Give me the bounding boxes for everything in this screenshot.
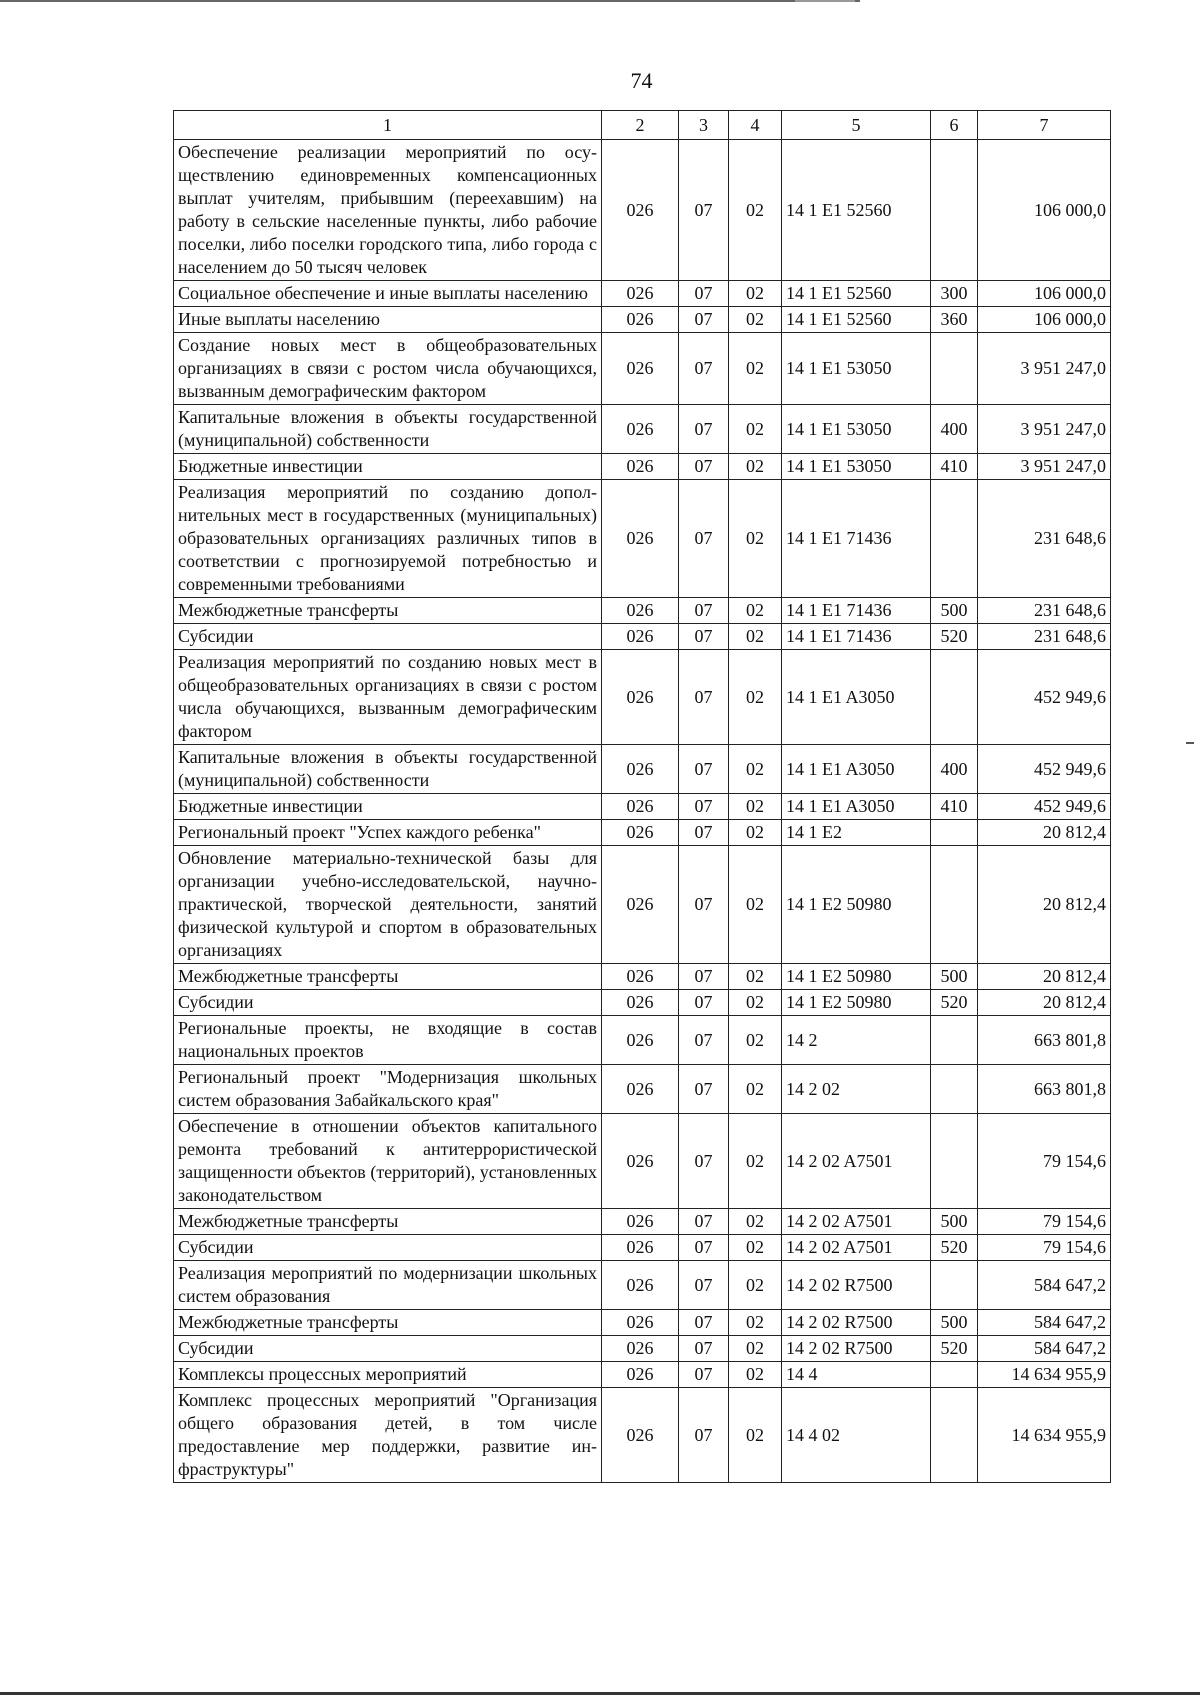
row-name: Межбюджетные трансферты — [174, 964, 602, 990]
table-row — [174, 405, 1111, 454]
row-name: Комплекс процессных мероприятий "Организация общего образования детей, в том числе предоставление мер поддержки, развитие инфраструктуры" — [174, 1388, 602, 1483]
table-row — [174, 820, 1111, 846]
row-subsection: 02 — [729, 140, 782, 281]
row-subsection: 02 — [729, 454, 782, 480]
row-subsection: 02 — [729, 1362, 782, 1388]
row-admin-code: 026 — [602, 405, 679, 454]
row-expense-type — [931, 1261, 978, 1310]
row-name: Региональные проекты, не входящие в состав национальных проектов — [174, 1016, 602, 1065]
table-row — [174, 1388, 1111, 1483]
row-expense-type: 400 — [931, 745, 978, 794]
row-name: Региональный проект "Успех каждого ребенка" — [174, 820, 602, 846]
row-expense-type — [931, 333, 978, 405]
row-expense-type: 520 — [931, 1336, 978, 1362]
row-subsection: 02 — [729, 281, 782, 307]
row-section: 07 — [679, 794, 729, 820]
row-section: 07 — [679, 650, 729, 745]
table-row — [174, 454, 1111, 480]
row-admin-code: 026 — [602, 964, 679, 990]
row-admin-code: 026 — [602, 1016, 679, 1065]
row-admin-code: 026 — [602, 480, 679, 598]
row-target-article: 14 2 02 A7501 — [782, 1209, 931, 1235]
row-subsection: 02 — [729, 1388, 782, 1483]
row-amount: 20 812,4 — [978, 990, 1111, 1016]
row-amount: 79 154,6 — [978, 1209, 1111, 1235]
row-section: 07 — [679, 307, 729, 333]
row-section: 07 — [679, 1235, 729, 1261]
header-col-4: 4 — [729, 111, 782, 140]
table-row — [174, 333, 1111, 405]
row-section: 07 — [679, 281, 729, 307]
row-section: 07 — [679, 1065, 729, 1114]
row-amount: 3 951 247,0 — [978, 454, 1111, 480]
table-row — [174, 990, 1111, 1016]
row-target-article: 14 1 E1 53050 — [782, 333, 931, 405]
row-section: 07 — [679, 1362, 729, 1388]
row-subsection: 02 — [729, 846, 782, 964]
row-amount: 231 648,6 — [978, 598, 1111, 624]
row-amount: 3 951 247,0 — [978, 333, 1111, 405]
row-admin-code: 026 — [602, 820, 679, 846]
row-name: Бюджетные инвестиции — [174, 454, 602, 480]
row-expense-type — [931, 820, 978, 846]
row-target-article: 14 1 E1 53050 — [782, 454, 931, 480]
row-admin-code: 026 — [602, 598, 679, 624]
row-admin-code: 026 — [602, 1114, 679, 1209]
row-section: 07 — [679, 333, 729, 405]
row-amount: 20 812,4 — [978, 846, 1111, 964]
row-section: 07 — [679, 598, 729, 624]
table-row — [174, 140, 1111, 281]
row-expense-type: 500 — [931, 1209, 978, 1235]
row-target-article: 14 1 E1 52560 — [782, 140, 931, 281]
row-section: 07 — [679, 1209, 729, 1235]
row-target-article: 14 4 02 — [782, 1388, 931, 1483]
row-admin-code: 026 — [602, 846, 679, 964]
row-target-article: 14 2 02 R7500 — [782, 1261, 931, 1310]
row-expense-type — [931, 1065, 978, 1114]
table-row — [174, 1261, 1111, 1310]
row-expense-type: 410 — [931, 454, 978, 480]
scan-top-rule — [0, 0, 860, 2]
row-admin-code: 026 — [602, 1362, 679, 1388]
row-target-article: 14 2 — [782, 1016, 931, 1065]
row-section: 07 — [679, 1388, 729, 1483]
row-section: 07 — [679, 140, 729, 281]
row-amount: 663 801,8 — [978, 1016, 1111, 1065]
row-name: Межбюджетные трансферты — [174, 1310, 602, 1336]
row-admin-code: 026 — [602, 1235, 679, 1261]
row-expense-type: 400 — [931, 405, 978, 454]
row-expense-type — [931, 846, 978, 964]
row-amount: 79 154,6 — [978, 1235, 1111, 1261]
row-name: Капитальные вложения в объекты государственной (муниципальной) собственности — [174, 405, 602, 454]
table-row — [174, 307, 1111, 333]
row-admin-code: 026 — [602, 1209, 679, 1235]
row-section: 07 — [679, 454, 729, 480]
row-section: 07 — [679, 820, 729, 846]
header-col-3: 3 — [679, 111, 729, 140]
row-name: Межбюджетные трансферты — [174, 1209, 602, 1235]
table-row — [174, 1310, 1111, 1336]
table-row — [174, 1065, 1111, 1114]
row-admin-code: 026 — [602, 990, 679, 1016]
row-name: Комплексы процессных мероприятий — [174, 1362, 602, 1388]
row-target-article: 14 1 E1 71436 — [782, 480, 931, 598]
row-expense-type — [931, 140, 978, 281]
row-target-article: 14 1 E2 — [782, 820, 931, 846]
row-admin-code: 026 — [602, 650, 679, 745]
row-target-article: 14 1 E1 A3050 — [782, 794, 931, 820]
row-name: Субсидии — [174, 1336, 602, 1362]
row-section: 07 — [679, 1310, 729, 1336]
row-amount: 663 801,8 — [978, 1065, 1111, 1114]
row-expense-type: 360 — [931, 307, 978, 333]
row-section: 07 — [679, 846, 729, 964]
row-amount: 584 647,2 — [978, 1336, 1111, 1362]
row-admin-code: 026 — [602, 140, 679, 281]
table-row — [174, 1235, 1111, 1261]
table-row — [174, 624, 1111, 650]
row-target-article: 14 1 E1 52560 — [782, 307, 931, 333]
row-amount: 14 634 955,9 — [978, 1362, 1111, 1388]
row-name: Региональный проект "Модернизация школьных систем образования Забайкальского края" — [174, 1065, 602, 1114]
table-row — [174, 964, 1111, 990]
table-row — [174, 1114, 1111, 1209]
row-target-article: 14 4 — [782, 1362, 931, 1388]
row-expense-type: 410 — [931, 794, 978, 820]
row-section: 07 — [679, 990, 729, 1016]
row-amount: 452 949,6 — [978, 650, 1111, 745]
row-subsection: 02 — [729, 745, 782, 794]
table-row — [174, 846, 1111, 964]
row-section: 07 — [679, 1114, 729, 1209]
row-subsection: 02 — [729, 333, 782, 405]
row-amount: 106 000,0 — [978, 140, 1111, 281]
row-expense-type: 500 — [931, 1310, 978, 1336]
row-admin-code: 026 — [602, 624, 679, 650]
row-amount: 231 648,6 — [978, 624, 1111, 650]
header-col-6: 6 — [931, 111, 978, 140]
row-name: Субсидии — [174, 1235, 602, 1261]
row-expense-type: 520 — [931, 1235, 978, 1261]
table-row — [174, 598, 1111, 624]
row-name: Субсидии — [174, 990, 602, 1016]
row-target-article: 14 1 E2 50980 — [782, 846, 931, 964]
row-name: Обновление материально-технической базы для организации учебно-исследовательской, научно-практической, творческой деятельности, занятий физической культурой и спортом в образовательных организациях — [174, 846, 602, 964]
row-subsection: 02 — [729, 1235, 782, 1261]
row-subsection: 02 — [729, 820, 782, 846]
row-target-article: 14 1 E1 53050 — [782, 405, 931, 454]
row-admin-code: 026 — [602, 1065, 679, 1114]
row-expense-type — [931, 1362, 978, 1388]
row-expense-type: 300 — [931, 281, 978, 307]
row-name: Субсидии — [174, 624, 602, 650]
table-row — [174, 650, 1111, 745]
header-col-2: 2 — [602, 111, 679, 140]
row-section: 07 — [679, 964, 729, 990]
row-name: Реализация мероприятий по модернизации школьных систем образования — [174, 1261, 602, 1310]
row-admin-code: 026 — [602, 281, 679, 307]
row-amount: 452 949,6 — [978, 745, 1111, 794]
row-expense-type — [931, 1388, 978, 1483]
row-target-article: 14 1 E2 50980 — [782, 990, 931, 1016]
row-name: Обеспечение реализации мероприятий по осуществлению единовременных компенсационных выплат учителям, прибывшим (переехавшим) на работу в сельские населенные пункты, либо рабочие поселки, либо поселки городского типа, либо города с населением до 50 тысяч человек — [174, 140, 602, 281]
row-subsection: 02 — [729, 1261, 782, 1310]
row-subsection: 02 — [729, 794, 782, 820]
row-name: Реализация мероприятий по созданию новых мест в общеобразовательных организациях в связи с ростом числа обучающихся, вызванным демографическим фактором — [174, 650, 602, 745]
table-row — [174, 480, 1111, 598]
row-target-article: 14 1 E1 52560 — [782, 281, 931, 307]
row-admin-code: 026 — [602, 307, 679, 333]
row-subsection: 02 — [729, 1114, 782, 1209]
page-number: 74 — [630, 68, 653, 93]
header-col-7: 7 — [978, 111, 1111, 140]
row-section: 07 — [679, 405, 729, 454]
row-expense-type — [931, 1114, 978, 1209]
row-name: Обеспечение в отношении объектов капитального ремонта требований к антитеррористической защищенности объектов (территорий), установленных законодательством — [174, 1114, 602, 1209]
row-admin-code: 026 — [602, 1388, 679, 1483]
row-amount: 584 647,2 — [978, 1310, 1111, 1336]
row-subsection: 02 — [729, 1065, 782, 1114]
scan-mark — [1186, 742, 1194, 744]
row-section: 07 — [679, 745, 729, 794]
row-amount: 3 951 247,0 — [978, 405, 1111, 454]
row-admin-code: 026 — [602, 1336, 679, 1362]
row-subsection: 02 — [729, 964, 782, 990]
row-expense-type: 500 — [931, 598, 978, 624]
row-section: 07 — [679, 1016, 729, 1065]
header-col-1: 1 — [174, 111, 602, 140]
row-subsection: 02 — [729, 307, 782, 333]
row-subsection: 02 — [729, 1016, 782, 1065]
row-expense-type — [931, 650, 978, 745]
row-target-article: 14 1 E1 71436 — [782, 624, 931, 650]
row-target-article: 14 2 02 R7500 — [782, 1310, 931, 1336]
row-expense-type: 520 — [931, 624, 978, 650]
scan-top-rule-fragment — [795, 0, 855, 2]
row-expense-type: 520 — [931, 990, 978, 1016]
row-amount: 106 000,0 — [978, 307, 1111, 333]
table-row — [174, 1336, 1111, 1362]
row-admin-code: 026 — [602, 333, 679, 405]
row-admin-code: 026 — [602, 794, 679, 820]
table-row — [174, 281, 1111, 307]
row-target-article: 14 1 E1 A3050 — [782, 650, 931, 745]
row-target-article: 14 1 E1 71436 — [782, 598, 931, 624]
row-subsection: 02 — [729, 1209, 782, 1235]
row-name: Реализация мероприятий по созданию дополнительных мест в государственных (муниципальных) образовательных организациях различных типов в соответствии с прогнозируемой потребностью и современными требованиями — [174, 480, 602, 598]
table-row — [174, 1362, 1111, 1388]
row-amount: 584 647,2 — [978, 1261, 1111, 1310]
row-section: 07 — [679, 1336, 729, 1362]
row-amount: 14 634 955,9 — [978, 1388, 1111, 1483]
table-row — [174, 1209, 1111, 1235]
row-amount: 20 812,4 — [978, 820, 1111, 846]
row-amount: 231 648,6 — [978, 480, 1111, 598]
table-row — [174, 745, 1111, 794]
row-section: 07 — [679, 1261, 729, 1310]
row-name: Создание новых мест в общеобразовательных организациях в связи с ростом числа обучающихся, вызванным демографическим фактором — [174, 333, 602, 405]
row-name: Бюджетные инвестиции — [174, 794, 602, 820]
row-name: Социальное обеспечение и иные выплаты населению — [174, 281, 602, 307]
row-amount: 106 000,0 — [978, 281, 1111, 307]
row-expense-type — [931, 1016, 978, 1065]
row-target-article: 14 2 02 R7500 — [782, 1336, 931, 1362]
row-admin-code: 026 — [602, 1310, 679, 1336]
row-section: 07 — [679, 624, 729, 650]
row-amount: 20 812,4 — [978, 964, 1111, 990]
row-name: Иные выплаты населению — [174, 307, 602, 333]
row-subsection: 02 — [729, 990, 782, 1016]
row-name: Межбюджетные трансферты — [174, 598, 602, 624]
row-target-article: 14 1 E2 50980 — [782, 964, 931, 990]
header-col-5: 5 — [782, 111, 931, 140]
table-row — [174, 794, 1111, 820]
row-admin-code: 026 — [602, 1261, 679, 1310]
row-target-article: 14 2 02 A7501 — [782, 1114, 931, 1209]
row-amount: 79 154,6 — [978, 1114, 1111, 1209]
budget-table — [173, 110, 1111, 1483]
row-admin-code: 026 — [602, 745, 679, 794]
scan-bottom-rule — [0, 1692, 1200, 1695]
table-row — [174, 1016, 1111, 1065]
row-subsection: 02 — [729, 624, 782, 650]
row-subsection: 02 — [729, 650, 782, 745]
row-subsection: 02 — [729, 480, 782, 598]
row-target-article: 14 1 E1 A3050 — [782, 745, 931, 794]
row-subsection: 02 — [729, 1336, 782, 1362]
row-expense-type — [931, 480, 978, 598]
row-target-article: 14 2 02 A7501 — [782, 1235, 931, 1261]
table-header-row — [174, 111, 1111, 140]
row-admin-code: 026 — [602, 454, 679, 480]
row-amount: 452 949,6 — [978, 794, 1111, 820]
row-expense-type: 500 — [931, 964, 978, 990]
row-subsection: 02 — [729, 405, 782, 454]
row-section: 07 — [679, 480, 729, 598]
row-target-article: 14 2 02 — [782, 1065, 931, 1114]
row-subsection: 02 — [729, 1310, 782, 1336]
row-name: Капитальные вложения в объекты государственной (муниципальной) собственности — [174, 745, 602, 794]
row-subsection: 02 — [729, 598, 782, 624]
